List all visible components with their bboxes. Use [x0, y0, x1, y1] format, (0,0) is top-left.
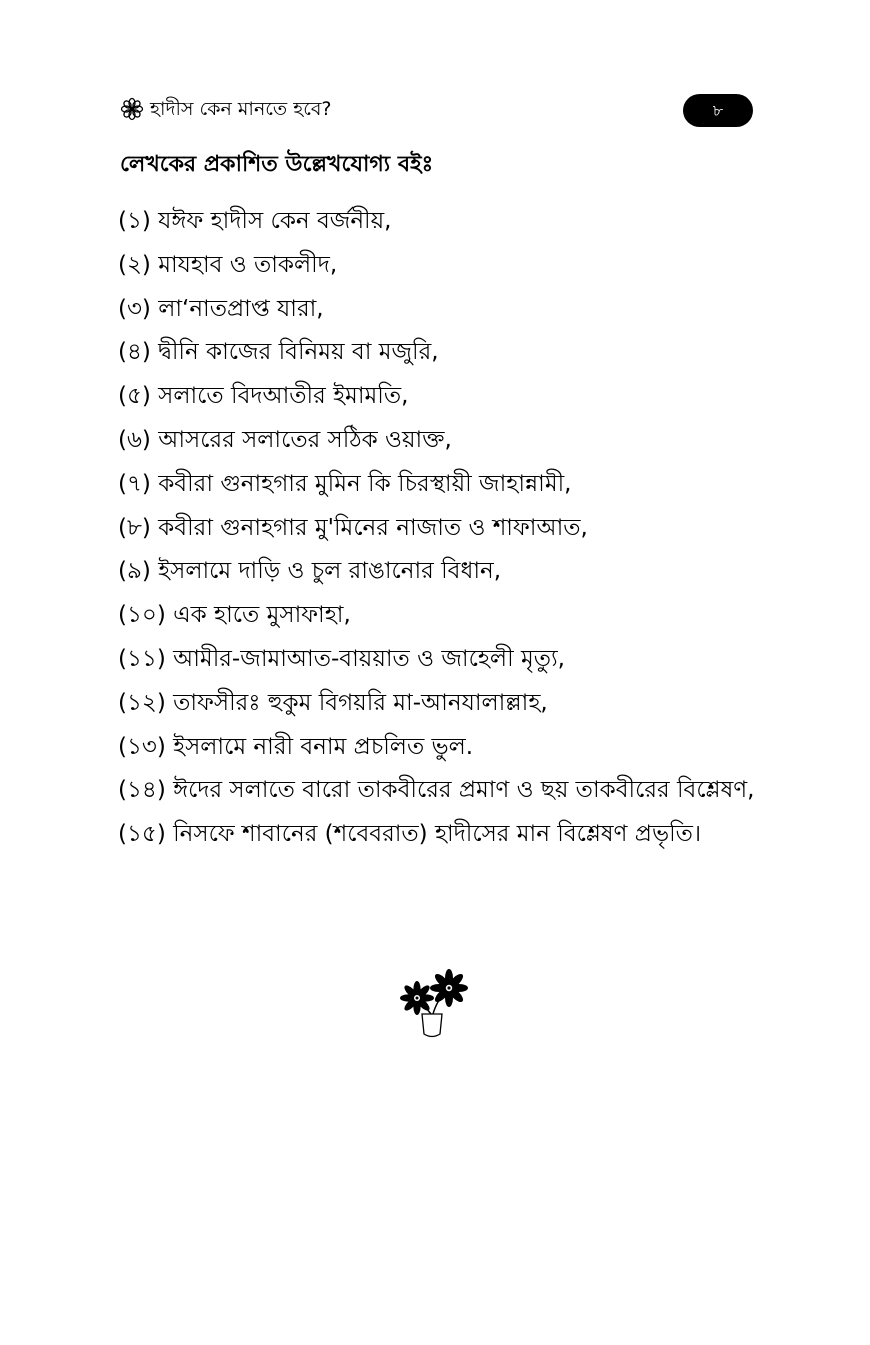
- flower-vase-icon: [397, 968, 473, 1040]
- book-item: (৩) লা‘নাতপ্রাপ্ত যারা,: [118, 295, 324, 322]
- page-number-badge: [683, 94, 753, 127]
- book-item: (১২) তাফসীরঃ হুকুম বিগয়রি মা-আনযালাল্লাহ,: [118, 689, 548, 716]
- book-item: (৪) দ্বীনি কাজের বিনিময় বা মজুরি,: [118, 339, 439, 366]
- section-heading: লেখকের প্রকাশিত উল্লেখযোগ্য বইঃ: [120, 152, 434, 177]
- book-item: (৬) আসরের সলাতের সঠিক ওয়াক্ত,: [118, 426, 452, 453]
- running-title: [120, 96, 332, 122]
- book-item: (১৫) নিসফে শাবানের (শবেবরাত) হাদীসের মান বিশ্লেষণ প্রভৃতি।: [118, 821, 702, 848]
- book-item: (১) যঈফ হাদীস কেন বর্জনীয়,: [118, 208, 392, 234]
- book-item: (১১) আমীর-জামাআত-বায়য়াত ও জাহেলী মৃত্যু,: [118, 645, 565, 672]
- book-item: (৯) ইসলামে দাড়ি ও চুল রাঙানোর বিধান,: [118, 558, 502, 585]
- book-item: (১৪) ঈদের সলাতে বারো তাকবীরের প্রমাণ ও ছয় তাকবীরের বিশ্লেষণ,: [118, 777, 755, 804]
- book-item: (৫) সলাতে বিদআতীর ইমামতি,: [118, 383, 409, 410]
- page-number: ৮: [712, 100, 724, 120]
- book-item: (৭) কবীরা গুনাহগার মুমিন কি চিরস্থায়ী জাহান্নামী,: [118, 470, 572, 497]
- flower-ornament-icon: [120, 97, 144, 121]
- running-title-text: হাদীস কেন মানতে হবে?: [150, 98, 332, 120]
- book-item: (১৩) ইসলামে নারী বনাম প্রচলিত ভুল.: [118, 733, 474, 760]
- book-item: (২) মাযহাব ও তাকলীদ,: [118, 251, 338, 278]
- page-header: [120, 94, 753, 128]
- book-item: (৮) কবীরা গুনাহগার মু'মিনের নাজাত ও শাফাআত,: [118, 514, 588, 541]
- book-item: (১০) এক হাতে মুসাফাহা,: [118, 602, 351, 629]
- book-list: [118, 201, 818, 858]
